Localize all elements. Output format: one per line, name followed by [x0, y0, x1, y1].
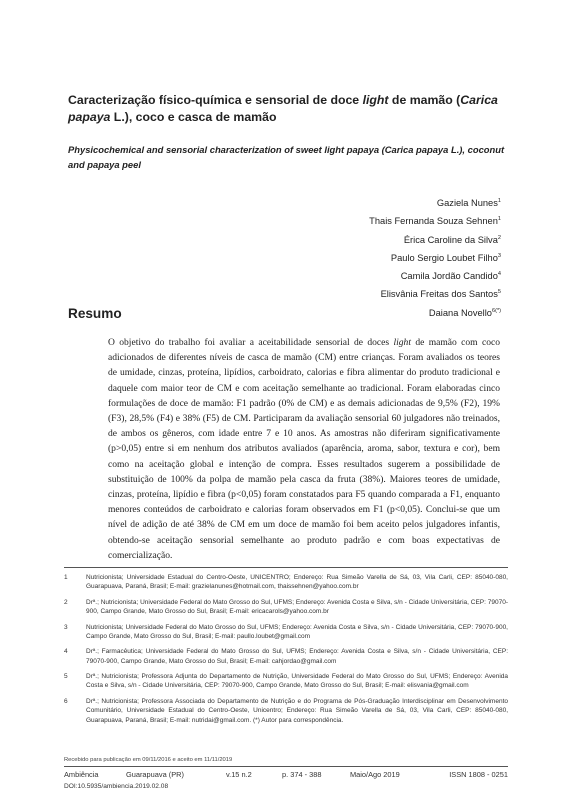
- title-pt-light: light: [362, 93, 389, 107]
- author-affiliation-mark: 2: [497, 234, 501, 241]
- footnote-number: 1: [64, 574, 68, 581]
- abstract-light: light: [393, 337, 411, 348]
- footnote-number: 3: [64, 623, 68, 631]
- footnote-item: [64, 623, 508, 642]
- footnote-number: 5: [64, 673, 68, 681]
- title-pt-part-3: L.), coco e casca de mamão: [110, 110, 277, 124]
- footnote-text: Drª.; Nutricionista; Professora Adjunta do Departamento de Nutrição, Universidade Federal do Mato Grosso do Sul, UFMS; Endereço: Avenida Costa e Silva, s/n - Cidade Universitária, CEP: 79070-900, Campo Grande, Mato Grosso do Sul, Brasil; E-mail: elisvania@gmail.com: [86, 673, 508, 690]
- author-name: Thais Fernanda Souza Sehnen: [369, 216, 498, 227]
- footnote-text: Drª.; Nutricionista; Universidade Federal do Mato Grosso do Sul, UFMS; Endereço: Avenida Costa e Silva, s/n - Cidade Universitária, CEP: 79070-900, Campo Grande, Mato Grosso do Sul, Brasil; E-mail: ericacarols@yahoo.com.br: [86, 598, 508, 616]
- article-doi: DOI:10.5935/ambiencia.2019.02.08: [64, 783, 169, 790]
- author-name: Daiana Novello: [428, 307, 492, 318]
- author-affiliation-mark: 4: [497, 271, 501, 278]
- author-item: [369, 229, 501, 247]
- author-affiliation-mark: 5: [497, 289, 501, 296]
- title-pt-species: Carica papaya: [68, 93, 498, 124]
- author-item: [369, 283, 501, 301]
- article-title-portuguese: [68, 92, 508, 126]
- author-name: Camila Jordão Candido: [400, 271, 498, 282]
- journal-name: Ambiência: [64, 770, 99, 779]
- title-en-part-1: Physicochemical and sensorial characterization of sweet light papaya (: [68, 144, 385, 155]
- abstract-body: [108, 335, 500, 563]
- abstract-text-2: de mamão com coco adicionados de diferentes níveis de casca de mamão (CM) entre crianças. Foram avaliados os teores de umidade, cinzas, proteína, lipídios, carboidrato, calorias e fibra alimentar do produto tradicional e daquele com maior teor de CM e com aceitação semelhante ao tradicional. Foram elaboradas cinco formulações de doce de mamão: F1 padrão (0% de CM) e as demais adicionadas de 9,5% (F2), 19% (F3), 28,5% (F4) e 38% (F5) de CM. Participaram da avaliação sensorial 60 julgadores não treinados, de ambos os gêneros, com idade entre 7 e 10 anos. As amostras não diferiram significativamente (p>0,05) entre si em nenhum dos atributos avaliados (aparência, aroma, sabor, textura e cor), bem como na aceitação global e intenção de compra. Esses resultados sugerem a possibilidade de substituição de 100% da polpa de mamão pela casca da fruta (38%). Maiores teores de umidade, cinzas, proteína, lipídio e fibra (p<0,05) foram constatados para F5 quando comparada a F1, enquanto menores conteúdos de carboidrato e calorias foram observados em F1 (p<0,05). Conclui-se que um nível de adição de até 38% de CM em um doce de mamão foi bem aceito pelos julgadores infantis, obtendo-se aceitação sensorial semelhante ao produto padrão e com boas expectativas de comercialização.: [108, 337, 500, 561]
- footnote-number: 2: [64, 598, 68, 606]
- article-title-english: [68, 142, 508, 172]
- abstract-text-1: O objetivo do trabalho foi avaliar a aceitabilidade sensorial de doces: [108, 337, 394, 348]
- footnote-item: [64, 697, 508, 725]
- author-list: [369, 192, 501, 320]
- footnote-text: Nutricionista; Universidade Estadual do Centro-Oeste, UNICENTRO; Endereço: Rua Simeão Varella de Sá, 03, Vila Carli, CEP: 85040-080, Guarapuava, Paraná, Brasil; E-mail: grazielanunes@hotmail.com, thaissehnen@yahoo.com.br: [86, 574, 508, 591]
- title-pt-part-1: Caracterização físico-química e sensorial de doce: [68, 93, 363, 107]
- footnote-item: [64, 647, 508, 666]
- footnote-list: [64, 573, 508, 731]
- author-item: [369, 192, 501, 210]
- footnote-item: [64, 672, 508, 691]
- section-heading-resumo: Resumo: [68, 306, 122, 321]
- title-pt-part-2: de mamão (: [388, 93, 461, 107]
- author-item: [369, 247, 501, 265]
- footnote-text: Drª.; Farmacêutica; Universidade Federal do Mato Grosso do Sul, UFMS; Endereço: Avenida Costa e Silva, s/n - Cidade Universitária, CEP: 79070-900, Campo Grande, Mato Grosso do Sul, Brasil; E-mail: cahjordao@gmail.com: [86, 648, 508, 665]
- footnote-item: [64, 598, 508, 617]
- journal-footer: [64, 770, 508, 779]
- author-affiliation-mark: 1: [497, 198, 501, 204]
- author-name: Elisvânia Freitas dos Santos: [380, 289, 498, 300]
- journal-pages: p. 374 - 388: [282, 770, 322, 779]
- author-name: Érica Caroline da Silva: [403, 234, 498, 245]
- journal-volume: v.15 n.2: [226, 770, 252, 779]
- footnote-text: Nutricionista; Universidade Federal do Mato Grosso do Sul, UFMS; Endereço: Avenida Costa e Silva, s/n - Cidade Universitária, CEP: 79070-900, Campo Grande, Mato Grosso do Sul, Brasil; E-mail: paullo.loubet@gmail.com: [86, 623, 508, 640]
- author-item: [369, 210, 501, 228]
- author-affiliation-mark: 6(*): [491, 307, 501, 314]
- author-affiliation-mark: 1: [497, 216, 501, 223]
- author-affiliation-mark: 3: [497, 252, 501, 259]
- footnote-number: 4: [64, 648, 68, 656]
- author-name: Gaziela Nunes: [436, 198, 498, 208]
- footnote-divider: [64, 567, 508, 568]
- footnote-item: [64, 573, 508, 592]
- journal-city: Guarapuava (PR): [126, 770, 184, 779]
- journal-date: Maio/Ago 2019: [350, 770, 400, 779]
- received-accepted-note: Recebido para publicação em 09/11/2016 e aceito em 11/11/2019: [64, 757, 233, 763]
- footer-divider: [64, 766, 508, 767]
- title-en-species: Carica papaya: [384, 144, 449, 155]
- footnote-number: 6: [64, 697, 68, 705]
- author-item: [369, 302, 501, 320]
- footnote-text: Drª.; Nutricionista; Professora Associada do Departamento de Nutrição e do Programa de Pós-Graduação Interdisciplinar em Desenvolvimento Comunitário, Universidade Estadual do Centro-Oeste, Unicentro; Endereço: Rua Simeão Varella de Sá, 03, Vila Carli, CEP: 85040-080, Guarapuava, Paraná, Brasil; E-mail: nutridai@gmail.com. (*) Autor para correspondência.: [86, 697, 508, 724]
- author-name: Paulo Sergio Loubet Filho: [390, 252, 498, 263]
- journal-issn: ISSN 1808 - 0251: [449, 770, 508, 779]
- author-item: [369, 265, 501, 283]
- abstract-paragraph: [108, 335, 500, 563]
- title-en-part-2: L.), coconut and papaya peel: [68, 144, 505, 170]
